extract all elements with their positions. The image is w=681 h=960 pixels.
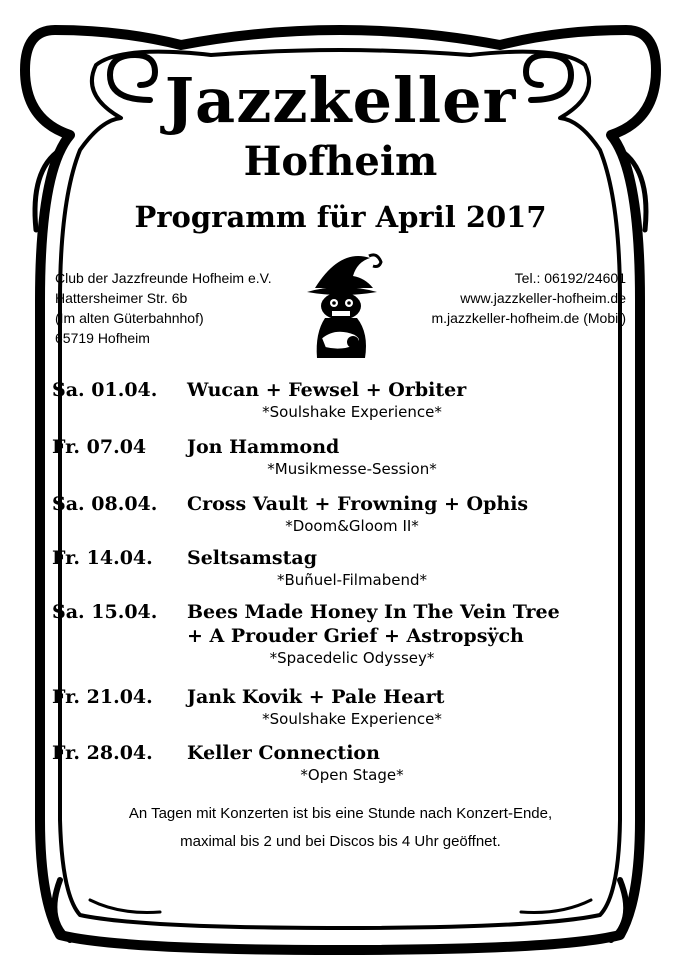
opening-hours-line: maximal bis 2 und bei Discos bis 4 Uhr geöffnet. bbox=[180, 833, 501, 850]
club-street: Hattersheimer Str. 6b bbox=[55, 290, 188, 306]
event-date: Sa. 15.04. bbox=[52, 601, 158, 623]
event-title: Keller Connection bbox=[187, 742, 380, 764]
club-phone: Tel.: 06192/24601 bbox=[514, 270, 626, 286]
event-title: Bees Made Honey In The Vein Tree bbox=[187, 601, 560, 623]
opening-hours-note bbox=[0, 800, 681, 856]
poster-title-location: Hofheim bbox=[243, 138, 438, 185]
event-date: Fr. 14.04. bbox=[52, 547, 153, 569]
event-title: Seltsamstag bbox=[187, 547, 317, 569]
club-address bbox=[55, 268, 272, 348]
club-mobile-website: m.jazzkeller-hofheim.de (Mobil) bbox=[431, 310, 626, 326]
event-date: Fr. 07.04 bbox=[52, 436, 147, 458]
program-heading: Programm für April 2017 bbox=[134, 200, 547, 234]
event-title: Jank Kovik + Pale Heart bbox=[187, 686, 445, 708]
club-city: 65719 Hofheim bbox=[55, 330, 150, 346]
event-subtitle: *Buñuel-Filmabend* bbox=[276, 571, 428, 589]
club-location-note: (Im alten Güterbahnhof) bbox=[55, 310, 204, 326]
club-name: Club der Jazzfreunde Hofheim e.V. bbox=[55, 270, 272, 286]
event-title: Cross Vault + Frowning + Ophis bbox=[187, 493, 529, 515]
opening-hours-line: An Tagen mit Konzerten ist bis eine Stunde nach Konzert-Ende, bbox=[128, 805, 553, 822]
event-subtitle: *Open Stage* bbox=[300, 766, 404, 784]
wizard-saxophone-mascot-icon bbox=[295, 248, 387, 363]
event-subtitle: *Spacedelic Odyssey* bbox=[269, 649, 435, 667]
event-subtitle: *Soulshake Experience* bbox=[262, 710, 442, 728]
event-date: Fr. 28.04. bbox=[52, 742, 153, 764]
event-title: Wucan + Fewsel + Orbiter bbox=[187, 379, 467, 401]
event-subtitle: *Soulshake Experience* bbox=[262, 403, 442, 421]
event-subtitle: *Musikmesse-Session* bbox=[267, 460, 437, 478]
event-title: Jon Hammond bbox=[187, 436, 340, 458]
event-subtitle: *Doom&Gloom II* bbox=[285, 517, 419, 535]
club-website: www.jazzkeller-hofheim.de bbox=[460, 290, 626, 306]
club-contact bbox=[431, 268, 626, 328]
event-title: + A Prouder Grief + Astropsÿch bbox=[187, 625, 524, 647]
event-date: Sa. 01.04. bbox=[52, 379, 158, 401]
poster-title: Jazzkeller bbox=[164, 64, 517, 137]
event-date: Sa. 08.04. bbox=[52, 493, 158, 515]
event-date: Fr. 21.04. bbox=[52, 686, 153, 708]
